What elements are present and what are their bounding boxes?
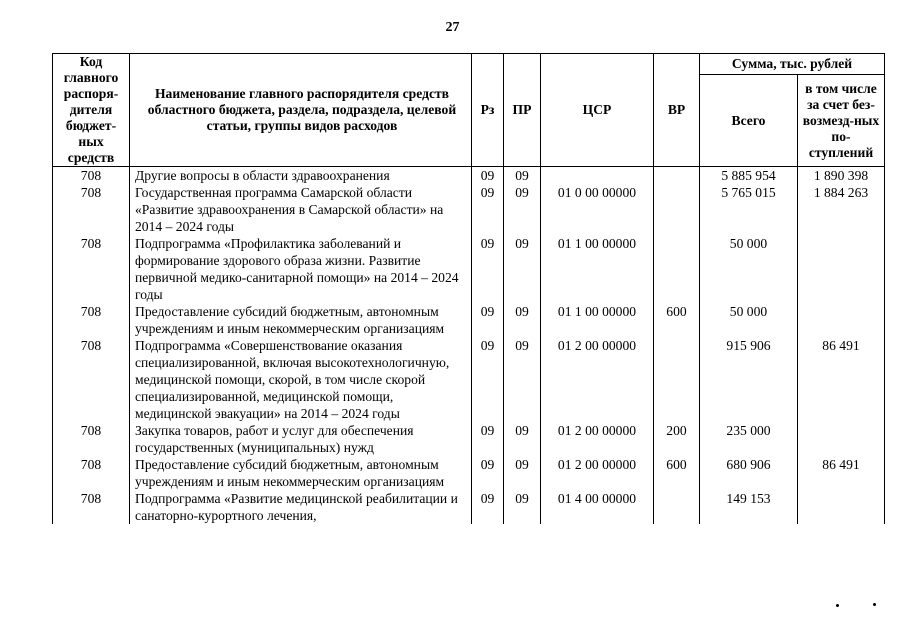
budget-table <box>52 53 885 524</box>
cell-name: Подпрограмма «Профилактика заболеваний и формирование здорового образа жизни. Развитие первичной медико-санитарной помощи» на 2014 – 2024 годы <box>130 235 472 303</box>
cell-vr <box>654 167 700 185</box>
cell-total: 50 000 <box>700 303 798 337</box>
table-header <box>53 54 885 167</box>
cell-code: 708 <box>53 456 130 490</box>
cell-pr: 09 <box>504 303 541 337</box>
header-total: Всего <box>700 75 798 167</box>
table-row <box>53 303 885 337</box>
cell-code: 708 <box>53 422 130 456</box>
cell-free: 86 491 <box>798 337 885 422</box>
cell-vr <box>654 337 700 422</box>
cell-csr: 01 1 00 00000 <box>541 303 654 337</box>
header-name: Наименование главного распорядителя средств областного бюджета, раздела, подраздела, целевой статьи, группы видов расходов <box>130 54 472 167</box>
cell-total: 5 885 954 <box>700 167 798 185</box>
cell-total: 50 000 <box>700 235 798 303</box>
cell-pr: 09 <box>504 456 541 490</box>
cell-code: 708 <box>53 184 130 235</box>
header-rz: Рз <box>472 54 504 167</box>
cell-rz: 09 <box>472 456 504 490</box>
header-vr: ВР <box>654 54 700 167</box>
cell-pr: 09 <box>504 337 541 422</box>
cell-pr: 09 <box>504 235 541 303</box>
cell-vr: 200 <box>654 422 700 456</box>
table-row <box>53 337 885 422</box>
cell-rz: 09 <box>472 422 504 456</box>
cell-code: 708 <box>53 303 130 337</box>
cell-csr: 01 0 00 00000 <box>541 184 654 235</box>
cell-pr: 09 <box>504 184 541 235</box>
cell-name: Подпрограмма «Развитие медицинской реабилитации и санаторно-курортного лечения, <box>130 490 472 524</box>
cell-name: Закупка товаров, работ и услуг для обеспечения государственных (муниципальных) нужд <box>130 422 472 456</box>
cell-name: Другие вопросы в области здравоохранения <box>130 167 472 185</box>
scan-speck <box>836 604 839 607</box>
table-row <box>53 184 885 235</box>
table-row <box>53 167 885 185</box>
cell-rz: 09 <box>472 303 504 337</box>
header-pr: ПР <box>504 54 541 167</box>
cell-name: Государственная программа Самарской области «Развитие здравоохранения в Самарской области» на 2014 – 2024 годы <box>130 184 472 235</box>
cell-free <box>798 422 885 456</box>
header-free: в том числе за счет без-возмезд-ных по-ступлений <box>798 75 885 167</box>
cell-code: 708 <box>53 235 130 303</box>
cell-rz: 09 <box>472 167 504 185</box>
cell-pr: 09 <box>504 422 541 456</box>
cell-total: 5 765 015 <box>700 184 798 235</box>
header-code: Код главного распоря-дителя бюджет-ных средств <box>53 54 130 167</box>
cell-total: 915 906 <box>700 337 798 422</box>
table-row <box>53 422 885 456</box>
cell-total: 149 153 <box>700 490 798 524</box>
cell-csr <box>541 167 654 185</box>
cell-rz: 09 <box>472 337 504 422</box>
page-number: 27 <box>445 20 460 35</box>
cell-free <box>798 303 885 337</box>
cell-free: 86 491 <box>798 456 885 490</box>
cell-rz: 09 <box>472 184 504 235</box>
cell-csr: 01 2 00 00000 <box>541 337 654 422</box>
table-row <box>53 490 885 524</box>
cell-free <box>798 490 885 524</box>
cell-rz: 09 <box>472 490 504 524</box>
cell-total: 680 906 <box>700 456 798 490</box>
header-csr: ЦСР <box>541 54 654 167</box>
cell-vr <box>654 235 700 303</box>
header-sum-group: Сумма, тыс. рублей <box>700 54 885 75</box>
cell-vr: 600 <box>654 303 700 337</box>
cell-code: 708 <box>53 337 130 422</box>
cell-free: 1 890 398 <box>798 167 885 185</box>
cell-code: 708 <box>53 167 130 185</box>
cell-code: 708 <box>53 490 130 524</box>
table-row <box>53 235 885 303</box>
cell-csr: 01 2 00 00000 <box>541 422 654 456</box>
cell-csr: 01 1 00 00000 <box>541 235 654 303</box>
table-row <box>53 456 885 490</box>
cell-vr <box>654 184 700 235</box>
cell-free <box>798 235 885 303</box>
cell-name: Предоставление субсидий бюджетным, автономным учреждениям и иным некоммерческим организациям <box>130 456 472 490</box>
cell-free: 1 884 263 <box>798 184 885 235</box>
cell-total: 235 000 <box>700 422 798 456</box>
cell-vr: 600 <box>654 456 700 490</box>
cell-csr: 01 2 00 00000 <box>541 456 654 490</box>
cell-rz: 09 <box>472 235 504 303</box>
cell-name: Подпрограмма «Совершенствование оказания специализированной, включая высокотехнологичную, медицинской помощи, скорой, в том числе скорой специализированной, медицинской помощи, медицинской эвакуации» на 2014 – 2024 годы <box>130 337 472 422</box>
cell-vr <box>654 490 700 524</box>
scan-speck <box>873 603 876 606</box>
cell-pr: 09 <box>504 490 541 524</box>
cell-csr: 01 4 00 00000 <box>541 490 654 524</box>
cell-name: Предоставление субсидий бюджетным, автономным учреждениям и иным некоммерческим организациям <box>130 303 472 337</box>
table-body <box>53 167 885 525</box>
cell-pr: 09 <box>504 167 541 185</box>
